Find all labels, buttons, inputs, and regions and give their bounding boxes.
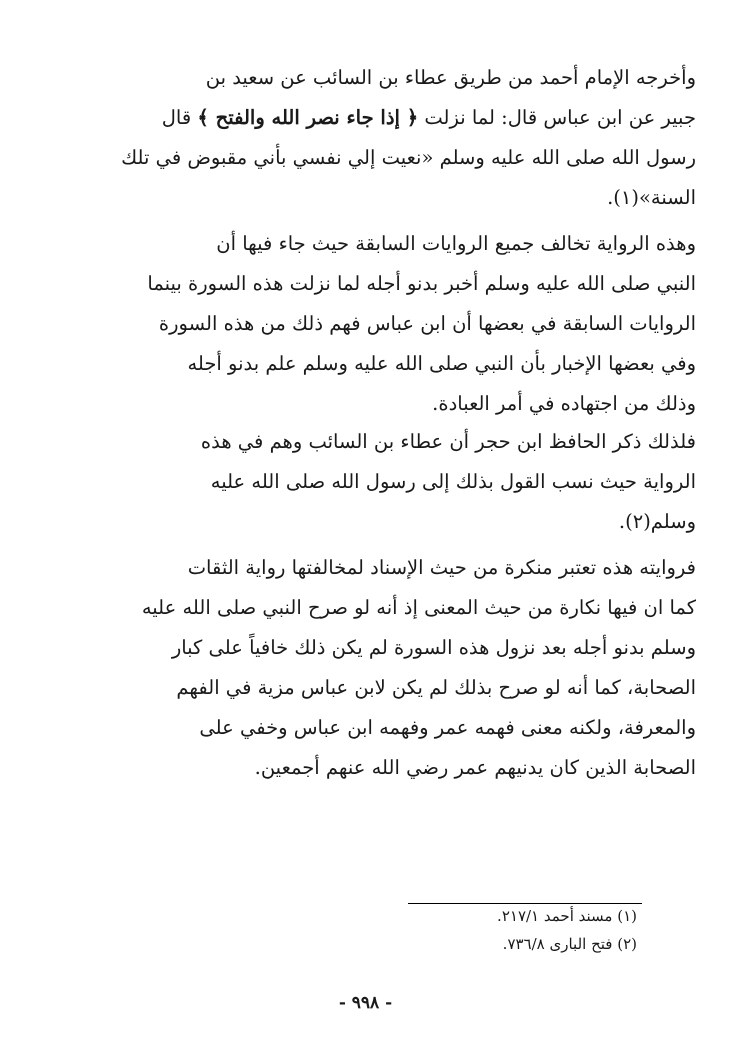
page-number: - ٩٩٨ - [338, 993, 393, 1013]
text-line: الرواية حيث نسب القول بذلك إلى رسول الله صلى الله عليه [210, 470, 696, 493]
paragraph-2 [68, 224, 696, 424]
text-line: الروايات السابقة في بعضها أن ابن عباس فهم ذلك من هذه السورة [158, 312, 696, 335]
text-line: جبير عن ابن عباس قال: لما نزلت ﴿ إذا جاء نصر الله والفتح ﴾ قال [161, 106, 696, 129]
footnote-1: (١) مسند أحمد ٢١٧/١. [497, 907, 637, 925]
footnote-divider [408, 903, 642, 904]
text-line: وهذه الرواية تخالف جميع الروايات السابقة حيث جاء فيها أن [216, 232, 696, 255]
text-line: كما ان فيها نكارة من حيث المعنى إذ أنه لو صرح النبي صلى الله عليه [141, 596, 696, 619]
text-line: فلذلك ذكر الحافظ ابن حجر أن عطاء بن السائب وهم في هذه [200, 430, 696, 453]
text-line: وسلم(٢). [618, 510, 696, 533]
text-line: السنة»(١). [607, 186, 696, 209]
text-line: الصحابة الذين كان يدنيهم عمر رضي الله عنهم أجمعين. [254, 756, 696, 779]
text-line: وفي بعضها الإخبار بأن النبي صلى الله عليه وسلم علم بدنو أجله [187, 352, 696, 375]
text-line: فروايته هذه تعتبر منكرة من حيث الإسناد لمخالفتها رواية الثقات [187, 556, 696, 579]
text-line: رسول الله صلى الله عليه وسلم «نعيت إلي نفسي بأني مقبوض في تلك [121, 146, 696, 169]
footnote-2: (٢) فتح البارى ٧٣٦/٨. [502, 935, 637, 953]
text-line: وذلك من اجتهاده في أمر العبادة. [432, 392, 696, 415]
paragraph-3 [68, 422, 696, 542]
text-line: النبي صلى الله عليه وسلم أخبر بدنو أجله لما نزلت هذه السورة بينما [147, 272, 696, 295]
quran-verse: ﴿ إذا جاء نصر الله والفتح ﴾ [197, 106, 419, 129]
paragraph-1 [68, 58, 696, 218]
text-line: الصحابة، كما أنه لو صرح بذلك لم يكن لابن عباس مزية في الفهم [176, 676, 696, 699]
text-line: وسلم بدنو أجله بعد نزول هذه السورة لم يكن ذلك خافياً على كبار [171, 636, 696, 659]
text-line: وأخرجه الإمام أحمد من طريق عطاء بن السائب عن سعيد بن [205, 66, 696, 89]
text-line: والمعرفة، ولكنه معنى فهمه عمر وفهمه ابن عباس وخفي على [199, 716, 696, 739]
paragraph-4 [68, 548, 696, 788]
